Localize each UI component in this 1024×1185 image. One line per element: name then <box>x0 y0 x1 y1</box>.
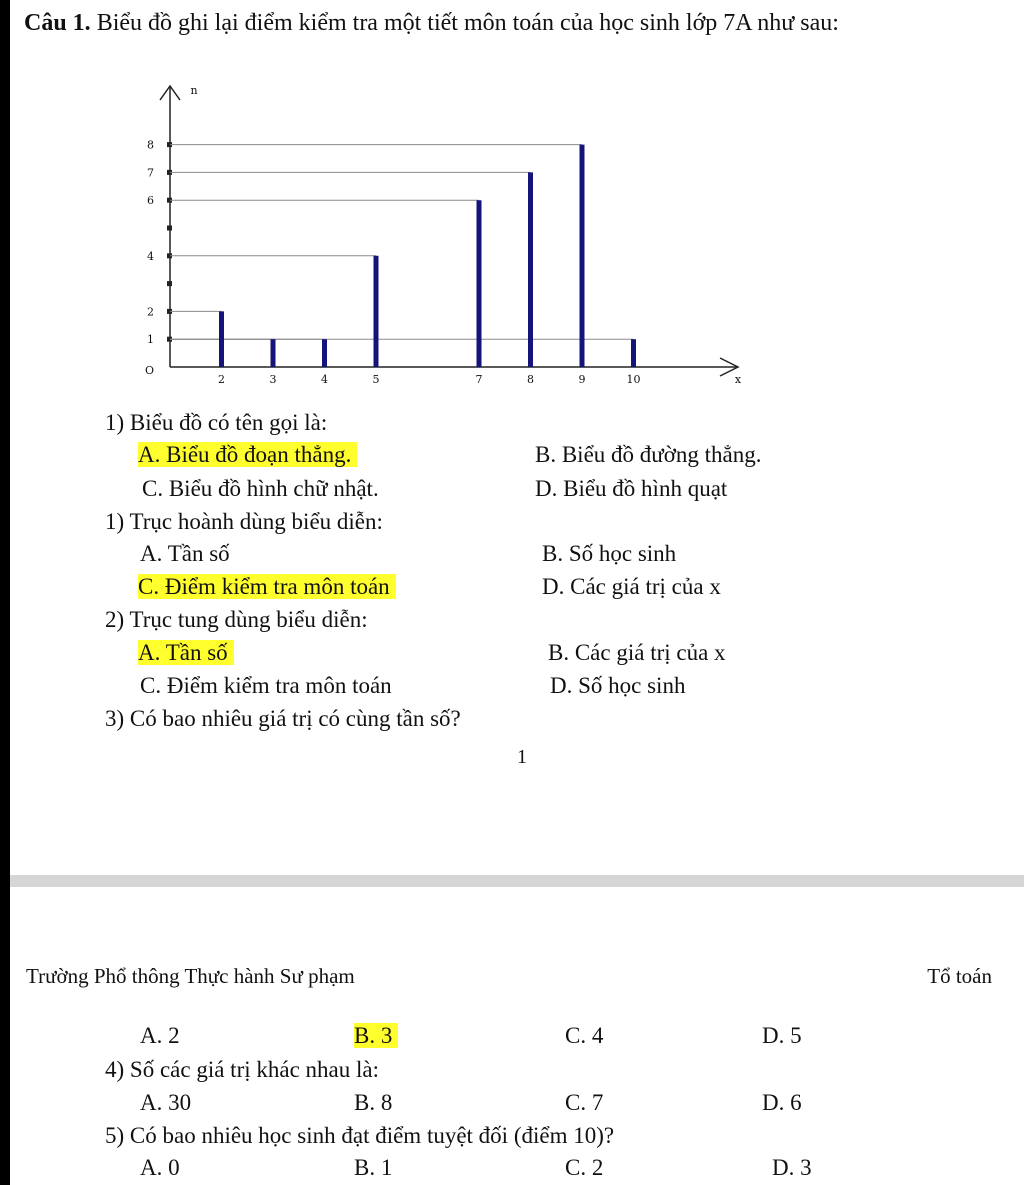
q3-option-d[interactable]: D. Số học sinh <box>550 673 686 698</box>
q2-option-b[interactable]: B. Số học sinh <box>542 541 677 566</box>
y-tick-label: 2 <box>147 305 154 319</box>
q6-option-c[interactable]: C. 2 <box>565 1155 604 1180</box>
x-tick-label: 10 <box>626 373 641 386</box>
q2-option-a[interactable]: A. Tần số <box>140 541 230 566</box>
page-separator <box>10 875 1024 887</box>
school-name: Trường Phổ thông Thực hành Sư phạm <box>26 964 355 988</box>
q4-option-b[interactable]: B. 3 <box>354 1023 398 1049</box>
x-tick-label: 2 <box>218 373 225 386</box>
question-6-label: 5) Có bao nhiêu học sinh đạt điểm tuyệt đối (điểm 10)? <box>105 1123 615 1148</box>
q2-option-c[interactable]: C. Điểm kiểm tra môn toán <box>138 574 396 600</box>
x-tick-label: 8 <box>527 373 534 386</box>
worksheet-page-2 <box>10 887 1024 1185</box>
bar-chart <box>10 0 1024 400</box>
answer-note: 1 <box>517 746 527 768</box>
y-tick-label: 1 <box>147 333 154 347</box>
q3-option-a[interactable]: A. Tần số <box>138 640 234 666</box>
q1-option-d[interactable]: D. Biểu đồ hình quạt <box>535 476 728 501</box>
q5-option-d[interactable]: D. 6 <box>762 1090 802 1115</box>
q6-option-d[interactable]: D. 3 <box>772 1155 812 1180</box>
q1-option-c[interactable]: C. Biểu đồ hình chữ nhật. <box>142 476 379 501</box>
q1-option-b[interactable]: B. Biểu đồ đường thẳng. <box>535 442 762 467</box>
x-tick-label: 3 <box>269 373 277 386</box>
origin-label: O <box>144 364 154 377</box>
y-axis-label: n <box>190 84 198 97</box>
q3-option-c[interactable]: C. Điểm kiểm tra môn toán <box>140 673 392 698</box>
department-name: Tổ toán <box>927 964 992 988</box>
x-tick-label: 9 <box>578 373 586 386</box>
y-tick-mark <box>167 281 172 286</box>
y-tick-label: 7 <box>147 166 154 180</box>
q3-option-b[interactable]: B. Các giá trị của x <box>548 640 726 665</box>
question-title: Câu 1. Biểu đồ ghi lại điểm kiểm tra một tiết môn toán của học sinh lớp 7A như sau: <box>24 10 839 36</box>
question-2-label: 1) Trục hoành dùng biểu diễn: <box>105 509 383 534</box>
q6-option-a[interactable]: A. 0 <box>140 1155 180 1180</box>
y-tick-label: 6 <box>147 194 154 208</box>
y-tick-label: 8 <box>147 138 154 152</box>
x-tick-label: 7 <box>475 373 483 386</box>
q1-option-a[interactable]: A. Biểu đồ đoạn thẳng. <box>138 442 357 468</box>
x-tick-label: 4 <box>321 373 328 386</box>
question-4-label: 3) Có bao nhiêu giá trị có cùng tần số? <box>105 706 461 731</box>
x-axis-label: x <box>734 373 742 386</box>
worksheet-page-1 <box>10 0 1024 875</box>
y-tick-label: 4 <box>147 249 154 263</box>
q4-option-d[interactable]: D. 5 <box>762 1023 802 1048</box>
q4-option-c[interactable]: C. 4 <box>565 1023 604 1048</box>
x-tick-label: 5 <box>372 373 380 386</box>
question-3-label: 2) Trục tung dùng biểu diễn: <box>105 607 368 632</box>
question-1-label: 1) Biểu đồ có tên gọi là: <box>105 410 328 435</box>
q5-option-a[interactable]: A. 30 <box>140 1090 192 1115</box>
q2-option-d[interactable]: D. Các giá trị của x <box>542 574 721 599</box>
q4-option-a[interactable]: A. 2 <box>140 1023 180 1048</box>
question-5-label: 4) Số các giá trị khác nhau là: <box>105 1057 379 1082</box>
q5-option-c[interactable]: C. 7 <box>565 1090 604 1115</box>
y-tick-mark <box>167 226 172 231</box>
q6-option-b[interactable]: B. 1 <box>354 1155 393 1180</box>
q5-option-b[interactable]: B. 8 <box>354 1090 393 1115</box>
